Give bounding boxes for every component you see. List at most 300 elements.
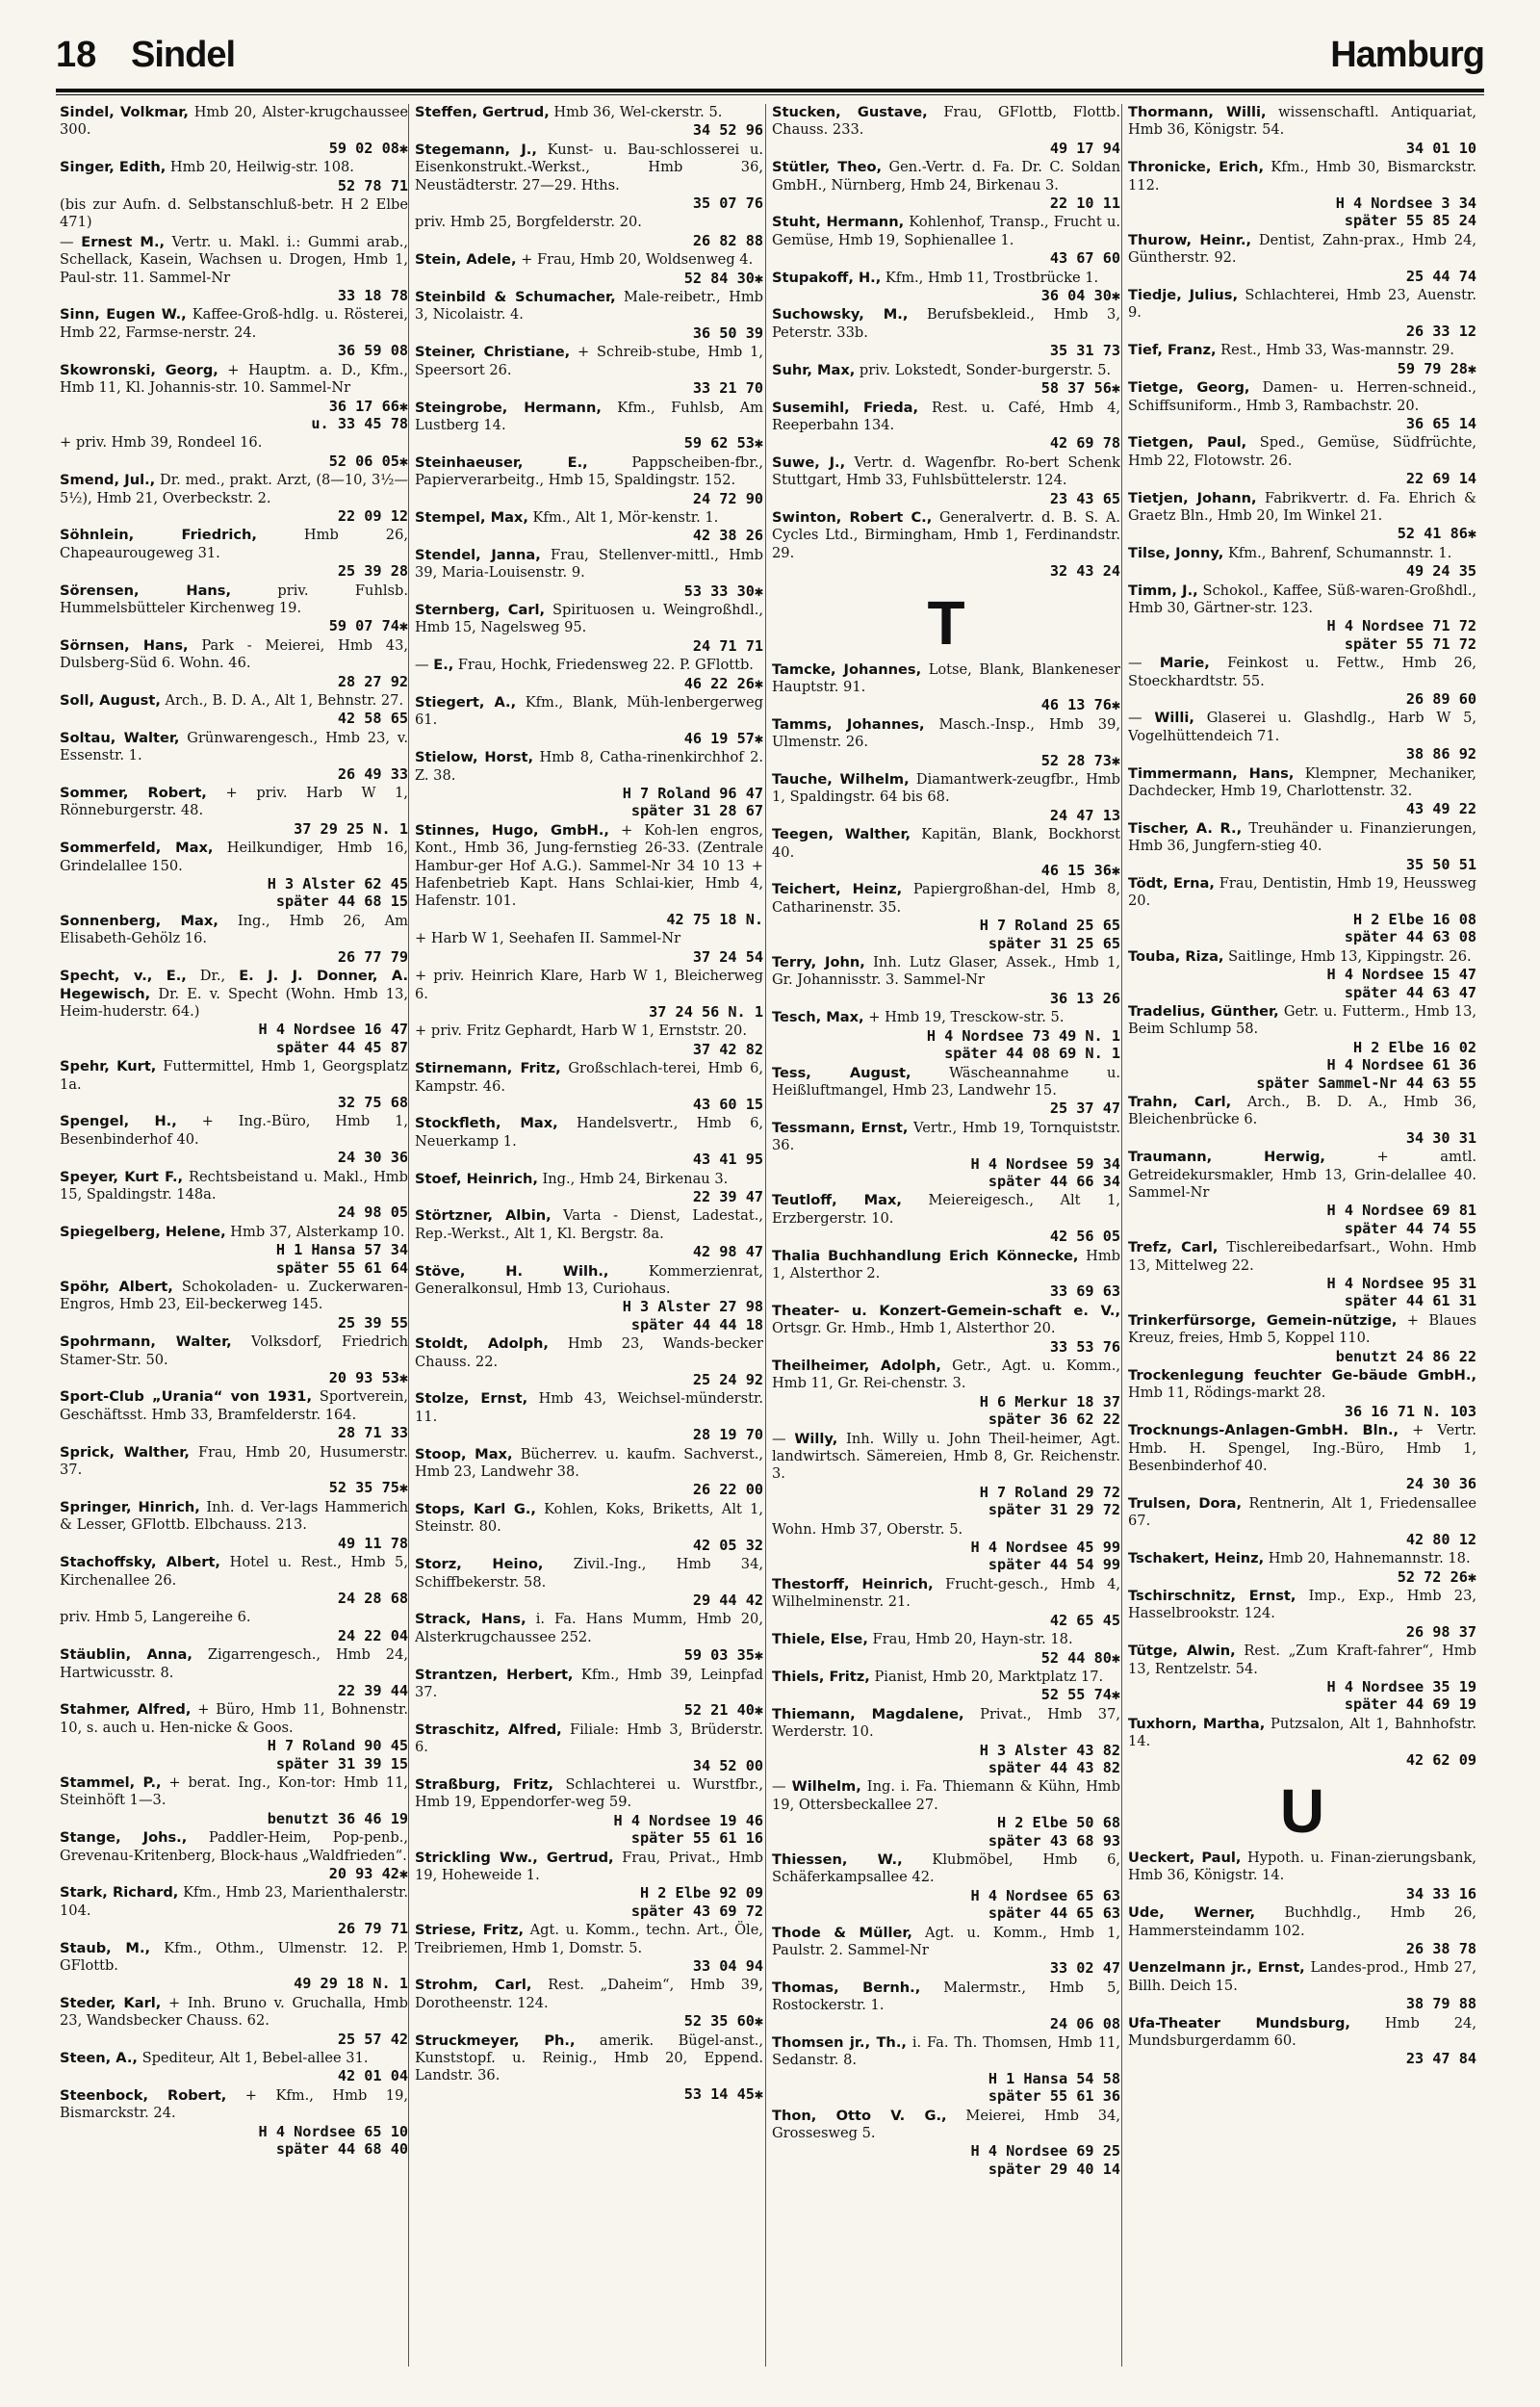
entry-name: Trefz, Carl, [1128, 1239, 1219, 1256]
column-divider [765, 104, 766, 2367]
entry-name: Stiegert, A., [415, 694, 517, 711]
phone-number: 26 98 37 [1405, 1622, 1476, 1641]
directory-entry [772, 270, 1120, 305]
phone-number: 25 37 47 [1049, 1100, 1120, 1118]
entry-text: Trinkerfürsorge, Gemein-nützige, + Blaues Kreuz, freies, Hmb 5, Koppel 110. [1128, 1311, 1476, 1347]
entry-name: Strack, Hans, [415, 1611, 526, 1628]
entry-name: Spengel, H., [60, 1113, 177, 1130]
entry-text: Ude, Werner, Buchhdlg., Hmb 26, Hammersteindamm 102. [1128, 1904, 1476, 1939]
phone-number: 24 98 05 [337, 1204, 408, 1222]
directory-entry [60, 913, 408, 966]
entry-text: Smend, Jul., Dr. med., prakt. Arzt, (8—10, 3½—5½), Hmb 21, Overbeckstr. 2. [60, 472, 408, 506]
entry-name: Störtzner, Albin, [415, 1207, 552, 1225]
directory-column-1 [60, 104, 408, 2376]
entry-name: Stein, Adele, [415, 251, 517, 269]
entry-name: Wilhelm, [791, 1778, 861, 1796]
directory-entry [415, 142, 763, 213]
entry-text: + priv. Fritz Gephardt, Harb W 1, Ernststr. 20. [415, 1022, 747, 1040]
phone-number: 37 29 25 N. 1 [294, 819, 408, 838]
directory-entry [60, 1554, 408, 1607]
phone-number: 25 57 42 [337, 2030, 408, 2048]
directory-entry [772, 1120, 1120, 1191]
directory-entry [60, 785, 408, 838]
directory-entry [60, 527, 408, 580]
entry-text: Tessmann, Ernst, Vertr., Hmb 19, Tornquiststr. 36. [772, 1119, 1120, 1154]
entry-text: Thormann, Willi, wissenschaftl. Antiquariat, Hmb 36, Königstr. 54. [1128, 104, 1476, 139]
directory-entry [415, 1611, 763, 1664]
entry-text: Suchowsky, M., Berufsbekleid., Hmb 3, Peterstr. 33b. [772, 306, 1120, 341]
phone-number: 46 13 76✱ [1040, 696, 1120, 714]
entry-name: Sprick, Walther, [60, 1443, 190, 1461]
phone-number: später 44 66 34 [988, 1172, 1120, 1190]
entry-name: Specht, v., E., [60, 968, 187, 985]
entry-text: Tietgen, Paul, Sped., Gemüse, Südfrüchte, Hmb 22, Flotowstr. 26. [1128, 434, 1476, 469]
entry-name: Thalia Buchhandlung Erich Könnecke, [772, 1247, 1079, 1264]
phone-number: 37 42 82 [692, 1040, 763, 1058]
entry-text: Susemihl, Frieda, Rest. u. Café, Hmb 4, Reeperbahn 134. [772, 399, 1120, 433]
entry-name: Traumann, Herwig, [1128, 1149, 1325, 1166]
directory-entry [60, 1609, 408, 1644]
phone-number: 37 24 56 N. 1 [649, 1002, 763, 1021]
phone-number: 23 43 65 [1049, 489, 1120, 507]
phone-number: 36 59 08 [337, 342, 408, 360]
entry-text: — Willi, Glaserei u. Glashdlg., Harb W 5, Vogelhüttendeich 71. [1128, 710, 1476, 744]
entry-name: Spehr, Kurt, [60, 1058, 157, 1075]
entry-text: Tamms, Johannes, Masch.-Insp., Hmb 39, Ulmenstr. 26. [772, 715, 1120, 751]
phone-number: 38 79 88 [1405, 1995, 1476, 2013]
directory-entry [1128, 159, 1476, 230]
entry-name: Tschirschnitz, Ernst, [1128, 1587, 1296, 1604]
directory-entry [772, 306, 1120, 359]
directory-entry [1128, 1367, 1476, 1420]
directory-entry [415, 602, 763, 655]
phone-number: 26 49 33 [337, 764, 408, 783]
directory-entry [1128, 875, 1476, 946]
entry-text: Tischer, A. R., Treuhänder u. Finanzierungen, Hmb 36, Jungfern-stieg 40. [1128, 819, 1476, 855]
entry-name: Strohm, Carl, [415, 1977, 532, 1994]
header-rule-thin [56, 94, 1484, 95]
phone-number: H 7 Roland 29 72 [979, 1483, 1120, 1501]
directory-entry [772, 214, 1120, 267]
phone-number: H 4 Nordsee 65 63 [970, 1886, 1120, 1904]
entry-name: Sörensen, Hans, [60, 582, 232, 599]
phone-number: 34 52 00 [692, 1756, 763, 1774]
entry-text: Stendel, Janna, Frau, Stellenver-mittl., Hmb 39, Maria-Louisenstr. 9. [415, 546, 763, 582]
entry-text: Terry, John, Inh. Lutz Glaser, Assek., Hmb 1, Gr. Johannisstr. 3. Sammel-Nr [772, 954, 1120, 989]
phone-number: später 55 85 24 [1344, 212, 1476, 230]
phone-number: später 44 63 08 [1344, 928, 1476, 946]
entry-name: Sonnenberg, Max, [60, 912, 218, 929]
entry-name: Terry, John, [772, 954, 865, 971]
directory-entry [772, 1358, 1120, 1429]
entry-name: Suchowsky, M., [772, 306, 909, 324]
phone-number: 20 93 53✱ [328, 1369, 408, 1387]
phone-number: 52 72 26✱ [1397, 1567, 1476, 1586]
phone-number: 20 93 42✱ [328, 1865, 408, 1882]
phone-number: 59 02 08✱ [328, 139, 408, 157]
entry-text: Spöhr, Albert, Schokoladen- u. Zuckerwaren-Engros, Hmb 23, Eil-beckerweg 145. [60, 1279, 408, 1313]
entry-text: Tschirschnitz, Ernst, Imp., Exp., Hmb 23, Hasselbrookstr. 124. [1128, 1587, 1476, 1622]
phone-number: 59 07 74✱ [328, 617, 408, 635]
directory-entry [60, 1279, 408, 1332]
phone-number: 52 06 05✱ [328, 452, 408, 470]
entry-text: Stockfleth, Max, Handelsvertr., Hmb 6, Neuerkamp 1. [415, 1115, 763, 1150]
entry-text: Tradelius, Günther, Getr. u. Futterm., Hmb 13, Beim Schlump 58. [1128, 1002, 1476, 1038]
entry-text: Theilheimer, Adolph, Getr., Agt. u. Komm., Hmb 11, Gr. Rei-chenstr. 3. [772, 1358, 1120, 1392]
phone-number: 42 62 09 [1405, 1750, 1476, 1769]
directory-entry [60, 1113, 408, 1166]
directory-entry [772, 454, 1120, 507]
directory-entry [60, 159, 408, 194]
phone-number: 24 30 36 [1405, 1475, 1476, 1493]
directory-entry [60, 692, 408, 728]
directory-entry [1128, 490, 1476, 543]
directory-entry [772, 771, 1120, 824]
directory-entry [1128, 655, 1476, 708]
phone-number: H 1 Hansa 57 34 [275, 1241, 408, 1259]
phone-number: 37 24 54 [692, 947, 763, 966]
entry-name: Tamms, Johannes, [772, 715, 925, 733]
entry-name: Speyer, Kurt F., [60, 1168, 184, 1185]
directory-entry [415, 1263, 763, 1334]
entry-text: Stange, Johs., Paddler-Heim, Pop-penb., Grevenau-Kritenberg, Block-haus „Waldfrieden“. [60, 1829, 408, 1864]
directory-entry [60, 1646, 408, 1699]
directory-entry [415, 104, 763, 140]
phone-number: später 44 61 31 [1344, 1292, 1476, 1310]
directory-entry [415, 930, 763, 966]
directory-entry [772, 716, 1120, 769]
entry-text: Stoldt, Adolph, Hmb 23, Wands-becker Chauss. 22. [415, 1335, 763, 1370]
directory-entry [772, 400, 1120, 453]
entry-name: Tischer, A. R., [1128, 819, 1243, 837]
phone-number: 22 39 47 [692, 1187, 763, 1205]
directory-entry [415, 1022, 763, 1058]
phone-number: 25 24 92 [692, 1371, 763, 1389]
entry-text: Speyer, Kurt F., Rechtsbeistand u. Makl., Hmb 15, Spaldingstr. 148a. [60, 1168, 408, 1203]
phone-number: 42 38 26 [692, 527, 763, 545]
directory-entry [415, 509, 763, 545]
phone-number: 46 15 36✱ [1040, 862, 1120, 880]
section-letter: T [927, 587, 965, 658]
directory-entry [772, 362, 1120, 398]
entry-name: Thon, Otto V. G., [772, 2107, 947, 2124]
phone-number: später 44 08 69 N. 1 [944, 1045, 1120, 1063]
entry-text: Ueckert, Paul, Hypoth. u. Finan-zierungsbank, Hmb 36, Königstr. 14. [1128, 1849, 1476, 1884]
phone-number: 49 11 78 [337, 1534, 408, 1552]
phone-number: 53 14 45✱ [683, 2084, 763, 2103]
entry-name: Stegemann, J., [415, 141, 537, 158]
entry-text: Stucken, Gustave, Frau, GFlottb, Flottb. Chauss. 233. [772, 104, 1120, 139]
directory-entry [1128, 379, 1476, 432]
directory-entry [60, 582, 408, 635]
entry-text: + priv. Hmb 39, Rondeel 16. [60, 434, 263, 452]
directory-entry [772, 1431, 1120, 1519]
phone-number: H 2 Elbe 92 09 [639, 1884, 763, 1902]
entry-name: Tietge, Georg, [1128, 379, 1250, 397]
phone-number: 46 22 26✱ [683, 674, 763, 692]
entry-name: Tiedje, Julius, [1128, 287, 1239, 304]
directory-entry [1128, 1312, 1476, 1365]
entry-text: Teichert, Heinz, Papiergroßhan-del, Hmb 8, Catharinenstr. 35. [772, 881, 1120, 916]
entry-text: Stoop, Max, Bücherrev. u. kaufm. Sachverst., Hmb 23, Landwehr 38. [415, 1445, 763, 1481]
entry-text: Suwe, J., Vertr. d. Wagenfbr. Ro-bert Schenk Stuttgart, Hmb 33, Fuhlsbüttelerstr. 124. [772, 453, 1120, 489]
phone-number: 43 67 60 [1049, 249, 1120, 268]
entry-name: Stoldt, Adolph, [415, 1335, 549, 1353]
header-rule [56, 89, 1484, 92]
phone-number: H 4 Nordsee 61 36 [1326, 1056, 1476, 1074]
phone-number: 25 44 74 [1405, 267, 1476, 285]
phone-number: 33 53 76 [1049, 1337, 1120, 1356]
directory-column-3 [772, 104, 1120, 2376]
directory-entry [1128, 342, 1476, 377]
entry-name: Straßburg, Fritz, [415, 1775, 554, 1793]
entry-name: Straschitz, Alfred, [415, 1721, 562, 1738]
entry-name: Stahmer, Alfred, [60, 1701, 192, 1719]
entry-text: Steffen, Gertrud, Hmb 36, Wel-ckerstr. 5. [415, 104, 723, 120]
phone-number: 49 29 18 N. 1 [294, 1975, 408, 1993]
entry-name: Thestorff, Heinrich, [772, 1575, 934, 1592]
directory-entry [415, 1446, 763, 1499]
column-divider [408, 104, 409, 2367]
entry-name: Trulsen, Dora, [1128, 1494, 1243, 1512]
directory-entry [415, 1501, 763, 1554]
directory-entry [415, 251, 763, 287]
phone-number: später 55 61 64 [275, 1258, 408, 1277]
entry-name: Steinhaeuser, E., [415, 453, 588, 471]
phone-number: H 4 Nordsee 73 49 N. 1 [926, 1026, 1120, 1045]
entry-text: Tauche, Wilhelm, Diamantwerk-zeugfbr., Hmb 1, Spaldingstr. 64 bis 68. [772, 771, 1120, 806]
phone-number: 26 79 71 [337, 1920, 408, 1938]
phone-number: H 6 Merkur 18 37 [979, 1392, 1120, 1411]
phone-number: später 29 40 14 [988, 2160, 1120, 2178]
phone-number: 24 06 08 [1049, 2014, 1120, 2032]
entry-text: Stempel, Max, Kfm., Alt 1, Mör-kenstr. 1. [415, 508, 719, 526]
directory-entry [1128, 1149, 1476, 1237]
phone-number: 46 19 57✱ [683, 729, 763, 747]
entry-name: Thiemann, Magdalene, [772, 1705, 964, 1722]
entry-text: Spiegelberg, Helene, Hmb 37, Alsterkamp 10. [60, 1223, 405, 1240]
phone-number: 42 69 78 [1049, 434, 1120, 453]
entry-name: Tief, Franz, [1128, 342, 1217, 359]
directory-entry [60, 1940, 408, 1993]
entry-text: Thomsen jr., Th., i. Fa. Th. Thomsen, Hmb 11, Sedanstr. 8. [772, 2034, 1120, 2069]
directory-entry [772, 2034, 1120, 2106]
entry-text: Strantzen, Herbert, Kfm., Hmb 39, Leinpfad 37. [415, 1666, 763, 1700]
entry-text: Theater- u. Konzert-Gemein-schaft e. V., Ortsgr. Gr. Hmb., Hmb 1, Alsterthor 20. [772, 1302, 1120, 1337]
entry-text: Sommerfeld, Max, Heilkundiger, Hmb 16, Grindelallee 150. [60, 840, 408, 874]
entry-name: Steder, Karl, [60, 1994, 162, 2011]
entry-text: Steinhaeuser, E., Pappscheiben-fbr., Papierverarbeitg., Hmb 15, Spaldingstr. 152. [415, 453, 763, 489]
entry-text: Stoef, Heinrich, Ing., Hmb 24, Birkenau 3. [415, 1170, 729, 1187]
directory-entry [1128, 1094, 1476, 1147]
entry-name: Stäublin, Anna, [60, 1646, 192, 1664]
phone-number: 28 71 33 [337, 1424, 408, 1442]
entry-text: Steen, A., Spediteur, Alt 1, Bebel-allee 31. [60, 2050, 369, 2067]
entry-name: Storz, Heino, [415, 1556, 544, 1573]
directory-entry [415, 1850, 763, 1921]
phone-number: 42 58 65 [337, 710, 408, 728]
running-name: Sindel [131, 35, 236, 75]
entry-text: Thon, Otto V. G., Meierei, Hmb 34, Grossesweg 5. [772, 2107, 1120, 2142]
entry-name: Sternberg, Carl, [415, 601, 546, 618]
phone-number: 34 01 10 [1405, 139, 1476, 157]
entry-text: Staub, M., Kfm., Othm., Ulmenstr. 12. P. GFlottb. [60, 1939, 408, 1975]
phone-number: 36 50 39 [692, 324, 763, 342]
phone-number: 24 28 68 [337, 1589, 408, 1607]
phone-number: 32 43 24 [1049, 562, 1120, 581]
phone-number: später 31 28 67 [630, 802, 763, 820]
entry-name: Tesch, Max, [772, 1009, 864, 1026]
entry-text: Tamcke, Johannes, Lotse, Blank, Blankeneser Hauptstr. 91. [772, 660, 1120, 695]
phone-number: 26 22 00 [692, 1481, 763, 1499]
entry-text: Traumann, Herwig, + amtl. Getreidekursmakler, Hmb 13, Grin-delallee 40. Sammel-Nr [1128, 1149, 1476, 1201]
directory-entry [60, 1224, 408, 1277]
directory-entry [415, 694, 763, 747]
entry-text: Störtzner, Albin, Varta - Dienst, Ladestat., Rep.-Werkst., Alt 1, Kl. Bergstr. 8a. [415, 1207, 763, 1242]
entry-name: Touba, Riza, [1128, 947, 1224, 965]
directory-entry [415, 400, 763, 453]
phone-number: später 43 68 93 [988, 1831, 1120, 1850]
phone-number: H 4 Nordsee 19 46 [613, 1811, 763, 1829]
phone-number: H 2 Elbe 16 02 [1352, 1038, 1476, 1056]
phone-number: später 31 25 65 [988, 934, 1120, 952]
phone-number: später 55 71 72 [1344, 634, 1476, 653]
entry-text: Singer, Edith, Hmb 20, Heilwig-str. 108. [60, 159, 354, 176]
phone-number: später 44 74 55 [1344, 1219, 1476, 1237]
column-divider [1121, 104, 1122, 2367]
directory-entry [772, 881, 1120, 952]
directory-entry [772, 1980, 1120, 2032]
phone-number: H 4 Nordsee 69 81 [1326, 1202, 1476, 1220]
entry-text: Trocknungs-Anlagen-GmbH. Bln., + Vertr. Hmb. H. Spengel, Ing.-Büro, Hmb 1, Besenbinderhof 40. [1128, 1422, 1476, 1475]
phone-number: H 4 Nordsee 65 10 [258, 2122, 408, 2140]
directory-entry [1128, 1550, 1476, 1586]
directory-entry [1128, 434, 1476, 487]
entry-name: Thurow, Heinr., [1128, 231, 1252, 248]
entry-text: Trockenlegung feuchter Ge-bäude GmbH., Hmb 11, Rödings-markt 28. [1128, 1367, 1476, 1402]
entry-text: Stops, Karl G., Kohlen, Koks, Briketts, Alt 1, Steinstr. 80. [415, 1500, 763, 1536]
entry-name: Swinton, Robert C., [772, 508, 933, 526]
entry-text: Timm, J., Schokol., Kaffee, Süß-waren-Großhdl., Hmb 30, Gärtner-str. 123. [1128, 582, 1476, 616]
phone-number: später 31 29 72 [988, 1501, 1120, 1519]
entry-name: Stachoffsky, Albert, [60, 1554, 220, 1571]
directory-entry [415, 1922, 763, 1975]
entry-name: Willi, [1154, 710, 1194, 727]
entry-text: Sternberg, Carl, Spirituosen u. Weingroßhdl., Hmb 15, Nagelsweg 95. [415, 601, 763, 636]
phone-number: 29 44 42 [692, 1591, 763, 1609]
entry-name: Teichert, Heinz, [772, 881, 903, 898]
phone-number: 42 98 47 [692, 1243, 763, 1261]
phone-number: H 4 Nordsee 59 34 [970, 1154, 1120, 1173]
phone-number: 23 47 84 [1405, 2050, 1476, 2068]
entry-text: Steingrobe, Hermann, Kfm., Fuhlsb, Am Lustberg 14. [415, 399, 763, 433]
directory-entry [415, 2032, 763, 2104]
entry-name: Striese, Fritz, [415, 1922, 525, 1939]
directory-entry [1128, 545, 1476, 581]
directory-entry [415, 657, 763, 692]
entry-text: Specht, v., E., Dr., E. J. J. Donner, A. Hegewisch, Dr. E. v. Specht (Wohn. Hmb 13, Heim-huderstr. 64.) [60, 968, 408, 1020]
entry-text: Stachoffsky, Albert, Hotel u. Rest., Hmb 5, Kirchenallee 26. [60, 1554, 408, 1589]
phone-number: H 4 Nordsee 35 19 [1326, 1677, 1476, 1695]
entry-name: Stops, Karl G., [415, 1500, 536, 1517]
directory-entry [60, 1499, 408, 1552]
phone-number: später 44 65 63 [988, 1904, 1120, 1923]
entry-name: Susemihl, Frieda, [772, 399, 919, 416]
phone-number: 36 04 30✱ [1040, 287, 1120, 305]
directory-entry [1128, 710, 1476, 763]
phone-number: 26 77 79 [337, 947, 408, 966]
entry-text: Tuxhorn, Martha, Putzsalon, Alt 1, Bahnhofstr. 14. [1128, 1715, 1476, 1750]
entry-text: Stammel, P., + berat. Ing., Kon-tor: Hmb 11, Steinhöft 1—3. [60, 1773, 408, 1809]
entry-text: Stäublin, Anna, Zigarrengesch., Hmb 24, Hartwicusstr. 8. [60, 1646, 408, 1681]
entry-text: Sörnsen, Hans, Park - Meierei, Hmb 43, Dulsberg-Süd 6. Wohn. 46. [60, 636, 408, 672]
directory-entry [60, 2050, 408, 2085]
entry-name: Suwe, J., [772, 453, 846, 471]
entry-text: Tütge, Alwin, Rest. „Zum Kraft-fahrer“, Hmb 13, Rentzelstr. 54. [1128, 1643, 1476, 1677]
phone-number: 42 56 05 [1049, 1228, 1120, 1246]
phone-number: H 7 Roland 25 65 [979, 917, 1120, 935]
directory-entry [1128, 1959, 1476, 2012]
directory-entry [1128, 1588, 1476, 1641]
entry-text: Wohn. Hmb 37, Oberstr. 5. [772, 1520, 963, 1538]
phone-number: H 1 Hansa 54 58 [988, 2069, 1120, 2087]
entry-text: Striese, Fritz, Agt. u. Komm., techn. Art., Öle, Treibriemen, Hmb 1, Domstr. 5. [415, 1922, 763, 1956]
entry-name: Thomsen jr., Th., [772, 2034, 907, 2052]
directory-entry [1128, 1904, 1476, 1957]
directory-entry [415, 1977, 763, 2030]
entry-text: Struckmeyer, Ph., amerik. Bügel-anst., Kunststopf. u. Reinig., Hmb 20, Eppend. Landstr. 36. [415, 2032, 763, 2084]
phone-number: H 4 Nordsee 3 34 [1335, 194, 1476, 213]
entry-name: Steenbock, Robert, [60, 2086, 227, 2104]
phone-number: 26 38 78 [1405, 1940, 1476, 1957]
phone-number: 24 30 36 [337, 1149, 408, 1167]
directory-entry [415, 1556, 763, 1609]
entry-name: Strantzen, Herbert, [415, 1666, 574, 1683]
directory-entry [772, 1778, 1120, 1850]
phone-number: 26 89 60 [1405, 690, 1476, 708]
entry-text: Soltau, Walter, Grünwarengesch., Hmb 23, v. Essenstr. 1. [60, 729, 408, 764]
phone-number: später 44 44 18 [630, 1315, 763, 1333]
phone-number: später 55 61 36 [988, 2087, 1120, 2106]
phone-number: 52 84 30✱ [683, 269, 763, 287]
directory-entry [415, 1776, 763, 1848]
directory-entry [415, 454, 763, 507]
phone-number: 22 39 44 [337, 1681, 408, 1699]
entry-name: Steiner, Christiane, [415, 344, 571, 361]
phone-number: 26 33 12 [1405, 322, 1476, 340]
phone-number: benutzt 36 46 19 [267, 1809, 408, 1827]
directory-entry [1128, 765, 1476, 818]
entry-text: Skowronski, Georg, + Hauptm. a. D., Kfm., Hmb 11, Kl. Johannis-str. 10. Sammel-Nr [60, 361, 408, 397]
directory-column-2 [415, 104, 763, 2376]
directory-entry [415, 214, 763, 249]
phone-number: später 43 69 72 [630, 1902, 763, 1920]
entry-text: Spohrmann, Walter, Volksdorf, Friedrich Stamer-Str. 50. [60, 1333, 408, 1368]
entry-text: Touba, Riza, Saitlinge, Hmb 13, Kippingstr. 26. [1128, 947, 1472, 965]
entry-name: Tütge, Alwin, [1128, 1643, 1236, 1660]
entry-text: Thomas, Bernh., Malermstr., Hmb 5, Rostockerstr. 1. [772, 1979, 1120, 2014]
directory-entry [415, 1721, 763, 1774]
entry-text: Steenbock, Robert, + Kfm., Hmb 19, Bismarckstr. 24. [60, 2086, 408, 2122]
entry-name: Thiessen, W., [772, 1851, 903, 1868]
entry-text: Sommer, Robert, + priv. Harb W 1, Rönneburgerstr. 48. [60, 785, 408, 819]
phone-number: H 4 Nordsee 69 25 [970, 2142, 1120, 2161]
section-letter: U [1279, 1775, 1325, 1846]
entry-name: Tuxhorn, Martha, [1128, 1715, 1266, 1732]
entry-name: Stöve, H. Wilh., [415, 1262, 609, 1280]
entry-name: Ueckert, Paul, [1128, 1849, 1242, 1866]
phone-number: 52 21 40✱ [683, 1701, 763, 1720]
